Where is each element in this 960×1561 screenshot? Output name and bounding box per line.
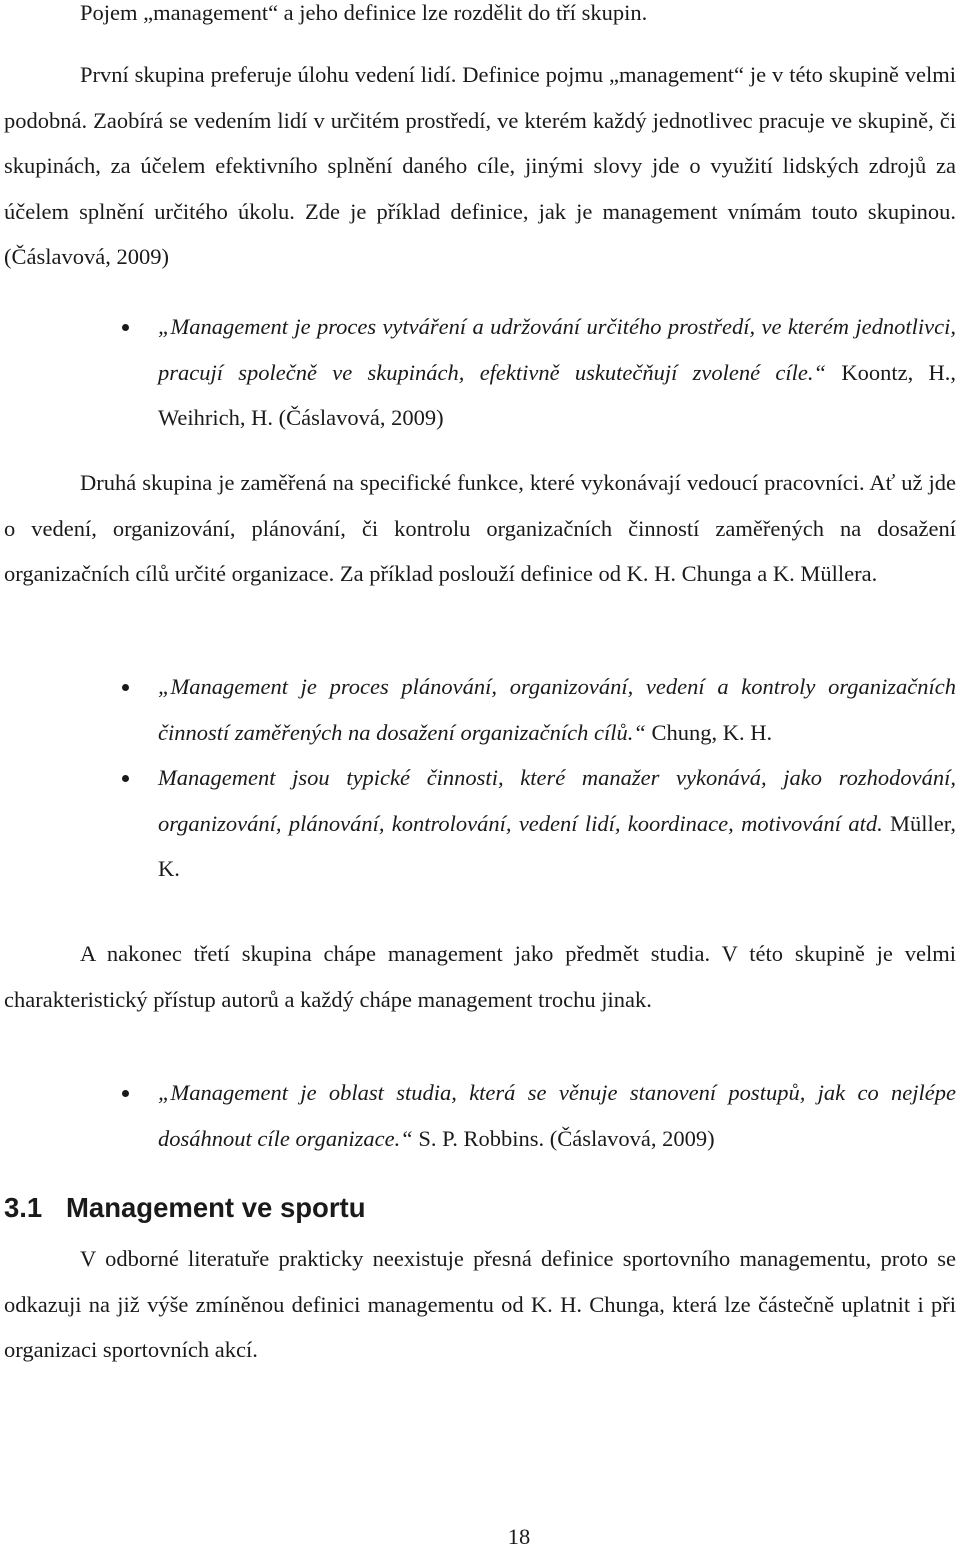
definition-quote: „Management je proces vytváření a udržování určitého prostředí, ve kterém jednotlivci, pracují společně ve skupinách, efektivně uskutečňují zvolené cíle.“	[158, 314, 956, 385]
page-number: 18	[507, 1524, 531, 1549]
definition-source: Müller, K.	[158, 810, 956, 881]
definition-quote: Management jsou typické činnosti, které manažer vykonává, jako rozhodování, organizování, plánování, kontrolování, vedení lidí, koordinace, motivování atd.	[158, 765, 956, 836]
list-item	[0, 664, 960, 755]
section-title: Management ve sportu	[66, 1192, 366, 1223]
list-item	[0, 755, 960, 892]
group3-bullet-list	[0, 1070, 960, 1161]
section-number: 3.1	[4, 1192, 43, 1223]
bullet-icon	[122, 684, 129, 691]
bullet-icon	[122, 1090, 129, 1097]
list-item	[0, 1070, 960, 1161]
list-item	[0, 304, 960, 441]
definition-source: Koontz, H., Weihrich, H. (Čáslavová, 2009)	[158, 359, 956, 430]
bullet-icon	[122, 775, 129, 782]
group3-paragraph: A nakonec třetí skupina chápe management jako předmět studia. V této skupině je velmi charakteristický přístup autorů a každý chápe management trochu jinak.	[4, 941, 956, 1012]
group2-bullet-list	[0, 664, 960, 892]
section-paragraph: V odborné literatuře prakticky neexistuje přesná definice sportovního managementu, proto se odkazuji na již výše zmíněnou definici managementu od K. H. Chunga, která lze částečně uplatnit i při organizaci sportovních akcí.	[4, 1246, 956, 1362]
definition-quote: „Management je proces plánování, organizování, vedení a kontroly organizačních činností zaměřených na dosažení organizačních cílů.“	[158, 674, 956, 745]
definition-source: Chung, K. H.	[645, 719, 773, 745]
definition-quote: „Management je oblast studia, která se věnuje stanovení postupů, jak co nejlépe dosáhnout cíle organizace.“	[158, 1080, 956, 1151]
definition-source: S. P. Robbins. (Čáslavová, 2009)	[412, 1125, 715, 1151]
group1-bullet-list	[0, 304, 960, 441]
group2-paragraph: Druhá skupina je zaměřená na specifické funkce, které vykonávají vedoucí pracovníci. Ať už jde o vedení, organizování, plánování, či kontrolu organizačních činností zaměřených na dosažení organizačních cílů určité organizace. Za příklad poslouží definice od K. H. Chunga a K. Müllera.	[4, 470, 956, 586]
intro-paragraph: Pojem „management“ a jeho definice lze rozdělit do tří skupin.	[80, 0, 648, 25]
bullet-icon	[122, 324, 129, 331]
section-heading	[4, 1186, 366, 1230]
group1-paragraph: První skupina preferuje úlohu vedení lidí. Definice pojmu „management“ je v této skupině velmi podobná. Zaobírá se vedením lidí v určitém prostředí, ve kterém každý jednotlivec pracuje ve skupině, či skupinách, za účelem efektivního splnění daného cíle, jinými slovy jde o využití lidských zdrojů za účelem splnění určitého úkolu. Zde je příklad definice, jak je management vnímám touto skupinou. (Čáslavová, 2009)	[4, 62, 956, 269]
